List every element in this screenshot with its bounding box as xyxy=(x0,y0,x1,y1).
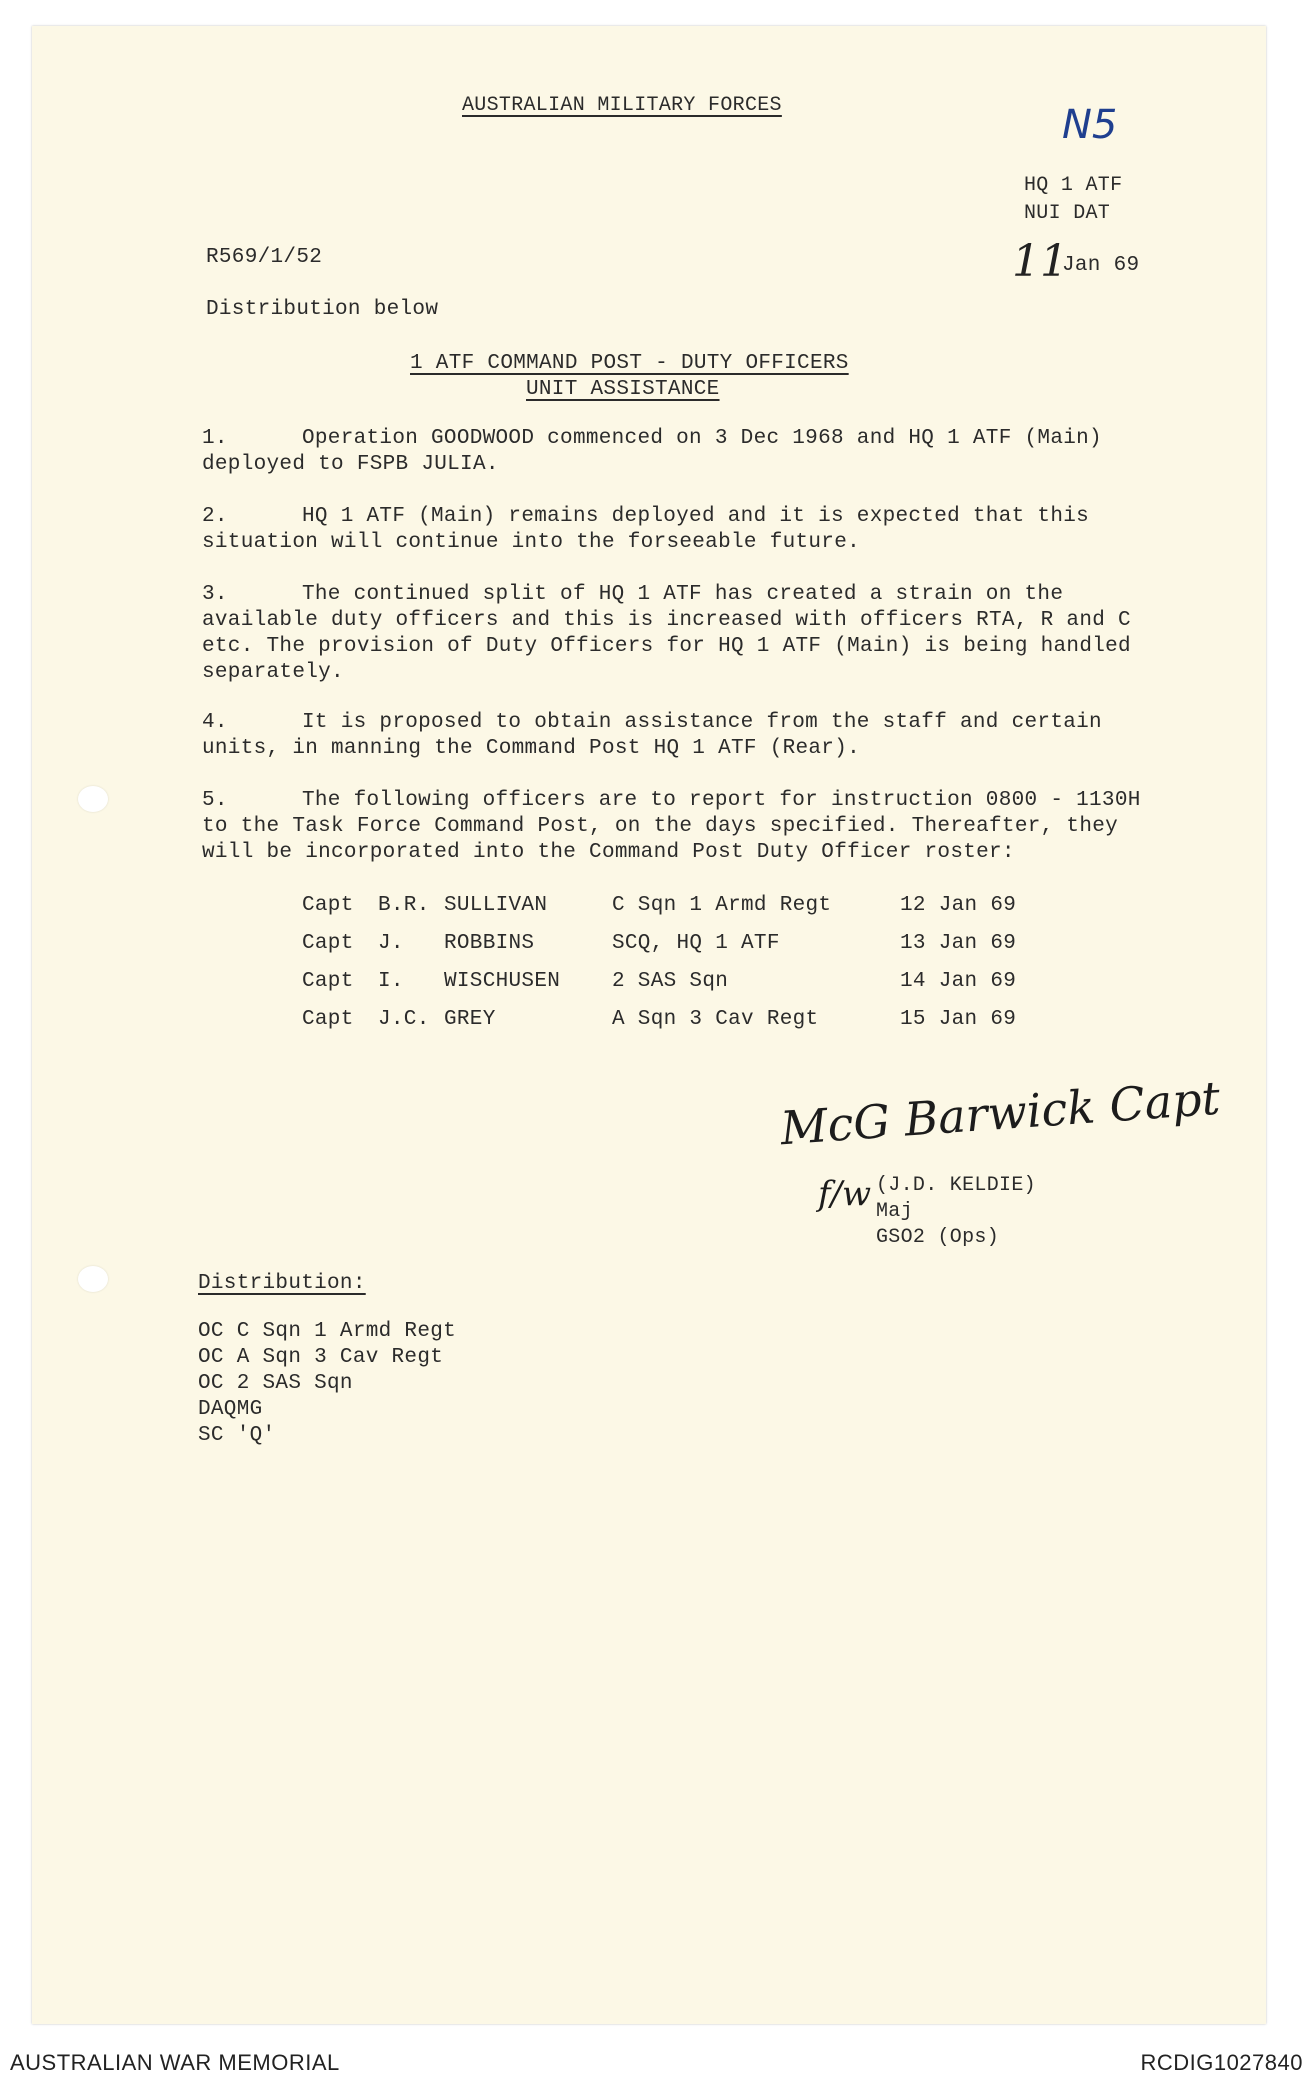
paragraph-5 xyxy=(202,788,1167,866)
paragraph-text: Operation GOODWOOD commenced on 3 Dec 1968 and HQ 1 ATF (Main) deployed to FSPB JULIA. xyxy=(202,427,1102,476)
paragraph-text: It is proposed to obtain assistance from the staff and certain units, in manning the Command Post HQ 1 ATF (Rear). xyxy=(202,711,1102,760)
punch-hole xyxy=(78,786,108,812)
signatory-rank: Maj xyxy=(876,1200,913,1223)
roster-unit: SCQ, HQ 1 ATF xyxy=(612,932,780,955)
signatory-name: (J.D. KELDIE) xyxy=(876,1174,1036,1197)
roster-rank: Capt xyxy=(302,894,354,917)
roster-name: ROBBINS xyxy=(444,932,535,955)
roster-rank: Capt xyxy=(302,970,354,993)
paragraph-1 xyxy=(202,426,1167,478)
roster-rank: Capt xyxy=(302,932,354,955)
paragraph-number: 4. xyxy=(202,711,228,734)
paragraph-number: 1. xyxy=(202,427,228,450)
handwritten-folio-number: N5 xyxy=(1062,102,1118,148)
footer-archive-name: AUSTRALIAN WAR MEMORIAL xyxy=(10,2050,340,2075)
hq-line-2: NUI DAT xyxy=(1024,202,1111,225)
subject-line-2: UNIT ASSISTANCE xyxy=(526,378,720,401)
roster-initials: B.R. xyxy=(378,894,430,917)
list-item: OC A Sqn 3 Cav Regt xyxy=(198,1346,444,1369)
roster-initials: J. xyxy=(378,932,404,955)
paragraph-text: The continued split of HQ 1 ATF has created a strain on the available duty officers and this is increased with officers RTA, R and C etc. The provision of Duty Officers for HQ 1 ATF (Main) is being handled separately. xyxy=(202,583,1131,684)
roster-date: 15 Jan 69 xyxy=(900,1008,1017,1031)
list-item: OC C Sqn 1 Armd Regt xyxy=(198,1320,457,1343)
distribution-heading: Distribution: xyxy=(198,1272,366,1295)
paragraph-text: The following officers are to report for instruction 0800 - 1130H to the Task Force Command Post, on the days specified. Thereafter, they will be incorporated into the Command Post Duty Officer roster: xyxy=(202,789,1141,864)
roster-name: GREY xyxy=(444,1008,496,1031)
paragraph-number: 5. xyxy=(202,789,228,812)
paragraph-2 xyxy=(202,504,1167,556)
roster-unit: A Sqn 3 Cav Regt xyxy=(612,1008,819,1031)
list-item: SC 'Q' xyxy=(198,1424,276,1447)
roster-unit: C Sqn 1 Armd Regt xyxy=(612,894,832,917)
document-title: AUSTRALIAN MILITARY FORCES xyxy=(462,94,782,117)
paragraph-4 xyxy=(202,710,1167,762)
paragraph-text: HQ 1 ATF (Main) remains deployed and it is expected that this situation will continue into the forseeable future. xyxy=(202,505,1090,554)
handwritten-date-day: 11 xyxy=(1012,236,1068,287)
roster-date: 14 Jan 69 xyxy=(900,970,1017,993)
punch-hole xyxy=(78,1266,108,1292)
roster-date: 13 Jan 69 xyxy=(900,932,1017,955)
roster-name: SULLIVAN xyxy=(444,894,548,917)
roster-unit: 2 SAS Sqn xyxy=(612,970,729,993)
signatory-appointment: GSO2 (Ops) xyxy=(876,1226,1000,1249)
footer-catalogue-id: RCDIG1027840 xyxy=(1140,2050,1303,2075)
date-month-year: Jan 69 xyxy=(1062,254,1140,277)
subject-line-1: 1 ATF COMMAND POST - DUTY OFFICERS xyxy=(410,352,849,375)
roster-initials: J.C. xyxy=(378,1008,430,1031)
for-mark: f/w xyxy=(818,1174,872,1214)
list-item: OC 2 SAS Sqn xyxy=(198,1372,353,1395)
paragraph-3 xyxy=(202,582,1167,686)
paragraph-number: 3. xyxy=(202,583,228,606)
roster-date: 12 Jan 69 xyxy=(900,894,1017,917)
distribution-note: Distribution below xyxy=(206,298,439,321)
roster-rank: Capt xyxy=(302,1008,354,1031)
roster-initials: I. xyxy=(378,970,404,993)
roster-name: WISCHUSEN xyxy=(444,970,561,993)
paragraph-number: 2. xyxy=(202,505,228,528)
document-page xyxy=(32,26,1266,2024)
hq-line-1: HQ 1 ATF xyxy=(1024,174,1123,197)
list-item: DAQMG xyxy=(198,1398,263,1421)
file-reference: R569/1/52 xyxy=(206,246,323,269)
handwritten-signature: McG Barwick Capt xyxy=(778,1070,1222,1156)
